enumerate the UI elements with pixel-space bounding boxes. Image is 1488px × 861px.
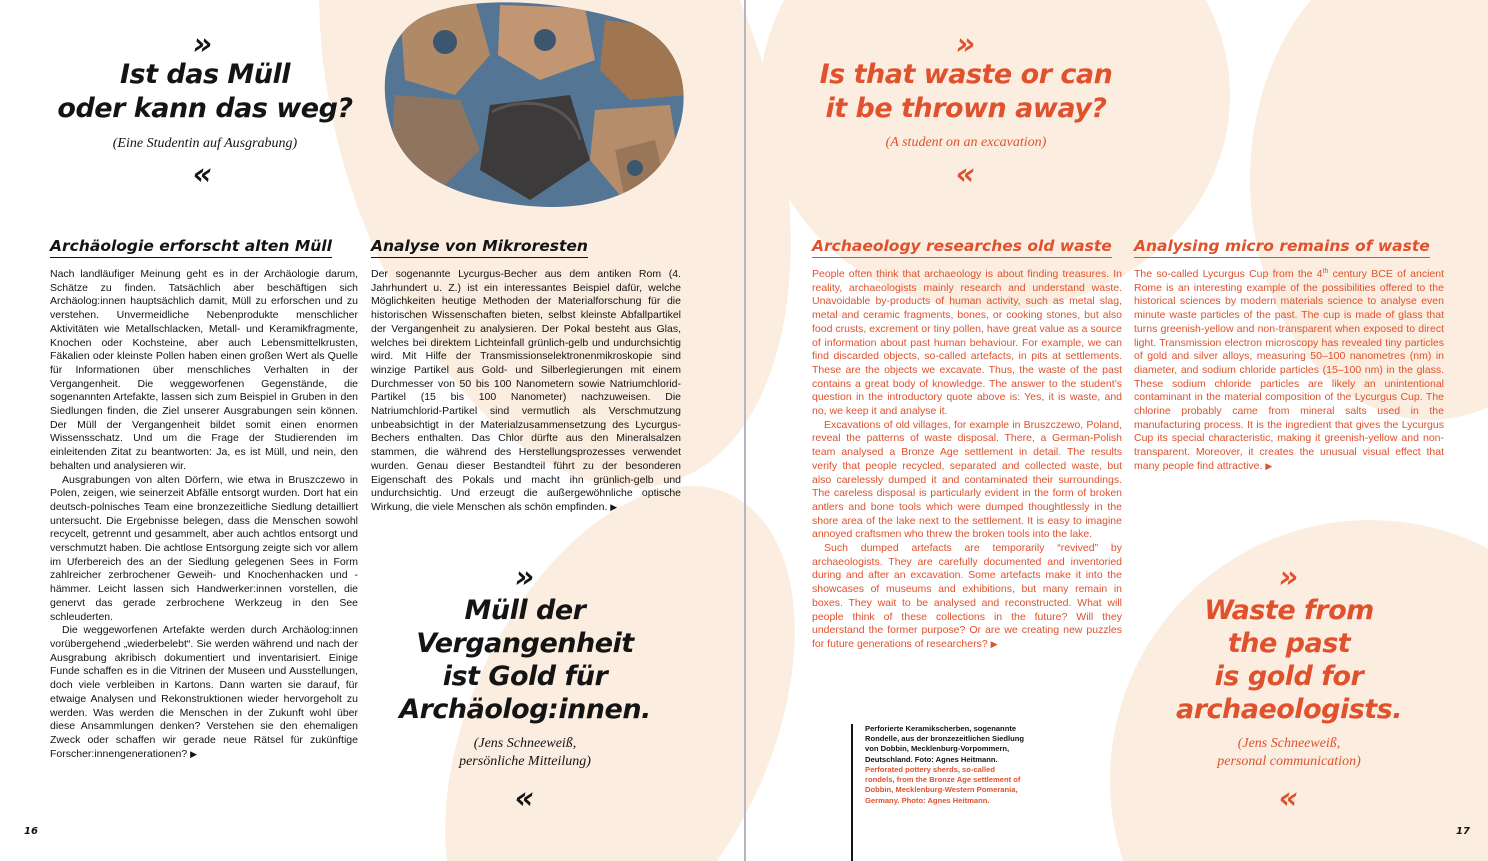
attribution-line: personal communication) [1217, 754, 1361, 769]
pottery-sherds-photo [380, 0, 692, 210]
attribution-line: persönliche Mitteilung) [459, 754, 591, 769]
caption-line: rondels, from the Bronze Age settlement of [865, 775, 1021, 785]
pull-quote-attribution [370, 735, 680, 771]
photo-caption-german [865, 724, 1065, 765]
paragraph: People often think that archaeology is about finding treasures. In reality, archaeologists mainly research and understand waste. Unavoidable by-products of human activity, such as metal slag, metal and ceramic fragments, bones, or cooking stones, but also food crusts, excrement or tiny pollen, have great value as a source of information about past human behaviour. For example, we can find discarded objects, so-called artefacts, in pits at settlements. These are the objects we excavate. Thus, the waste of the past contains a great body of knowledge. The answer to the student’s question in the introductory quote above is: Yes, it is waste, and no, we keep it and analyse it. [812, 268, 1122, 418]
attribution-line: (Jens Schneeweiß, [473, 736, 577, 751]
paragraph [50, 624, 358, 761]
caption-line: Perforierte Keramikscherben, sogenannte [865, 724, 1017, 733]
paragraph-text: century BCE of ancient Rome is an interesting example of the possibilities offered to the historical sciences by modern materials science to analyse even minute waste particles of the past. The cup is made of glass that turns greenish-yellow and non-transparent when exposed to direct light. Transmission electron microscopy has revealed tiny particles of gold and silver alloys, measuring 50–100 nanometres (nm) in diameter, and sodium chloride particles (15–100 nm) in the glass. These sodium chloride particles are likely an unintentional contaminant in the material composition of the Lycurgus Cup. The chlorine probably came from mineral salts used in the manufacturing process. It is the ingredient that gives the Lycurgus Cup its special characteristic, making it greenish-yellow and non-transparent. Moreover, it creates the unusual visual effect that many people find attractive. [1134, 268, 1445, 472]
paragraph-text: Such dumped artefacts are temporarily “revived” by archaeologists. They are carefully documented and inventoried during and after an excavation. Some artefacts make it into the showcases of museums and exhibitions, but many remain in boxes. They wait to be analysed and reconstructed. What will people think of these collections in the future? Will they understand the former purpose? Or are we creating new puzzles for future generations of researchers? [812, 542, 1122, 650]
title-attribution: (Eine Studentin auf Ausgrabung) [112, 136, 298, 151]
title-open-quote-mark: » [955, 27, 976, 62]
article-column [1134, 268, 1444, 474]
paragraph-text: Der sogenannte Lycurgus-Becher aus dem antiken Rom (4. Jahrhundert u. Z.) ist ein interessantes Beispiel dafür, welche Möglichkeiten heutige Methoden der Materialforschung für die historischen Wissenschaften bieten, selbst kleinste Abfallpartikel der Vergangenheit zu analysieren. Der Pokal besteht aus Glas, welches bei direktem Lichteinfall grünlich-gelb und undurchsichtig wird. Mit Hilfe der Transmissionselektronenmikroskopie sind winzige Partikel aus Gold- und Silberlegierungen mit einem Durchmesser von 50 bis 100 Nanometern sowie Natriumchlorid-Partikel (15 bis 100 Nanometer) nachzuweisen. Die Natriumchlorid-Partikel sind vermutlich als Verschmutzung unbeabsichtigt in der Materialzusammensetzung des Lycurgus-Bechers enthalten. Das Chlor dürfte aus den Mineralsalzen stammen, die während des Herstellungsprozesses verwendet wurden. Genau dieser Bestandteil führt zu der besonderen Eigenschaft des Pokals und macht ihn grünlich-gelb und undurchsichtig. Und erzeugt die außergewöhnliche optische Wirkung, die viele Menschen als schön empfinden. [371, 268, 681, 513]
caption-line: Germany. Photo: Agnes Heitmann. [865, 795, 990, 805]
pull-quote [1134, 594, 1444, 726]
caption-rule [851, 724, 853, 861]
sherd-hole [534, 29, 556, 51]
page-title-line: Is that waste or can [819, 59, 1113, 90]
pull-quote-close-mark: « [514, 781, 535, 816]
paragraph: Nach landläufiger Meinung geht es in der Archäologie darum, Schätze zu finden. Tatsächlich aber beschäftigen sich Archäolog:innen hauptsächlich damit, Müll zu erforschen und zu verstehen. Unvermeidliche Nebenprodukte menschlicher Aktivitäten wie Metallschlacken, Metall- und Keramikfragmente, Knochen oder Kochsteine, aber auch Lebensmittelkrusten, Fäkalien oder kleinste Pollen haben einen großen Wert als Quelle für Informationen über menschliches Verhalten in der Vergangenheit. Die weggeworfenen Gegenstände, die sogenannten Artefakte, lassen sich zum Beispiel in Gruben in den Siedlungen finden, die Ziel unserer Ausgrabungen sein können. Der Müll der Vergangenheit bildet somit einen enormen Wissensschatz. Und um die Frage der Studierenden im einleitenden Zitat zu beantworten: Ja, es ist Müll, und nein, den behalten und analysieren wir. [50, 268, 358, 472]
caption-line: Dobbin, Mecklenburg-Western Pomerania, [865, 785, 1018, 795]
section-heading: Archäologie erforscht alten Müll [50, 236, 332, 258]
sherd-hole [433, 30, 457, 54]
pull-quote-line: ist Gold für [442, 661, 608, 692]
caption-line: Deutschland. Foto: Agnes Heitmann. [865, 754, 998, 764]
pull-quote-line: Archäolog:innen. [399, 694, 651, 725]
title-close-quote-mark: « [192, 157, 213, 192]
pull-quote-line: archaeologists. [1175, 694, 1403, 725]
caption-line: Rondelle, aus der bronzezeitlichen Siedlung [865, 734, 1025, 744]
continue-arrow-icon: ▶ [610, 501, 618, 512]
attribution-line: (Jens Schneeweiß, [1237, 736, 1341, 751]
pull-quote-open-mark: » [1278, 560, 1299, 595]
pull-quote-line: Vergangenheit [416, 628, 634, 659]
title-close-quote-mark: « [955, 157, 976, 192]
superscript: th [1322, 268, 1329, 275]
title-attribution: (A student on an excavation) [885, 135, 1047, 150]
pull-quote [370, 594, 680, 726]
pull-quote-line: is gold for [1214, 661, 1364, 692]
pull-quote-line: Müll der [464, 595, 586, 626]
page-title [790, 58, 1142, 126]
paragraph-text: The so-called Lycurgus Cup from the 4 [1134, 268, 1323, 280]
page-number: 17 [1456, 826, 1470, 837]
paragraph-text: Die weggeworfenen Artefakte werden durch Archäolog:innen vorübergehend „wiederbelebt“. Sie werden während und nach der Ausgrabung akribisch dokumentiert und inventarisiert. Einige Funde schaffen es in die Vitrinen der Museen und Ausstellungen, doch viele verbleiben in Kartons. Dann warten sie darauf, für etwaige Analysen und Rekonstruktionen wieder hervorgeholt zu werden. Was werden die Menschen in der Zukunft wohl über diese Ansammlungen denken? Verstehen sie den ehemaligen Zweck oder schaffen wir gerade neue Rätsel für zukünftige Forscher:innengenerationen? [50, 624, 358, 760]
article-column [371, 268, 681, 515]
caption-line: Perforated pottery sherds, so-called [865, 765, 995, 774]
photo-caption-english [865, 765, 1065, 806]
section-heading: Analyse von Mikroresten [371, 236, 588, 258]
section-heading: Archaeology researches old waste [812, 236, 1112, 258]
article-column [812, 268, 1122, 652]
paragraph [812, 542, 1122, 652]
continue-arrow-icon: ▶ [1265, 460, 1273, 471]
paragraph: Excavations of old villages, for example in Bruszczewo, Poland, reveal the patterns of waste disposal. There, a German-Polish team analysed a Bronze Age settlement in detail. The results verify that people recycled, separated and collected waste, but also carelessly dumped it and contaminated their surroundings. The careless disposal is particularly evident in the form of broken antlers and bone tools which were dumped thoughtlessly in the shore area of the lake next to the settlement. It is easy to imagine annoyed craftsmen who threw the broken tools into the lake. [812, 418, 1122, 541]
page-number: 16 [24, 826, 38, 837]
article-column [50, 268, 358, 761]
sherd-hole [627, 160, 643, 176]
page-title-line: it be thrown away? [825, 93, 1107, 124]
page-title-line: oder kann das weg? [57, 93, 353, 124]
background-blob [760, 0, 1230, 310]
pull-quote-attribution [1134, 735, 1444, 771]
continue-arrow-icon: ▶ [190, 748, 198, 759]
paragraph: Ausgrabungen von alten Dörfern, wie etwa in Bruszczewo in Polen, zeigen, wie seinerzeit Abfälle entsorgt wurden. Dort hat ein deutsch-polnisches Team eine bronzezeitliche Siedlung detailliert untersucht. Die Ergebnisse belegen, dass die Menschen sowohl recycelt, getrennt und gesammelt, aber auch achtlos entsorgt und verschmutzt haben. Die achtlose Entsorgung zeigte sich vor allem im Uferbereich des an der Siedlung gelegenen Sees in Form zahlreicher zerbrochener Geweih- und Knochenhacken und -hämmer. Leicht lassen sich Handwerker:innen vorstellen, die genervt das gerade zerbrochene Werkzeug in den See schleuderten. [50, 473, 358, 623]
continue-arrow-icon: ▶ [990, 638, 998, 649]
pull-quote-line: the past [1227, 628, 1351, 659]
title-open-quote-mark: » [192, 27, 213, 62]
page-title [40, 58, 370, 126]
pull-quote-close-mark: « [1278, 781, 1299, 816]
paragraph [1134, 268, 1444, 474]
page-title-line: Ist das Müll [119, 59, 291, 90]
pull-quote-open-mark: » [514, 560, 535, 595]
caption-line: von Dobbin, Mecklenburg-Vorpommern, [865, 744, 1010, 754]
pull-quote-line: Waste from [1204, 595, 1374, 626]
section-heading: Analysing micro remains of waste [1134, 236, 1430, 258]
paragraph [371, 268, 681, 515]
page-gutter [744, 0, 746, 861]
